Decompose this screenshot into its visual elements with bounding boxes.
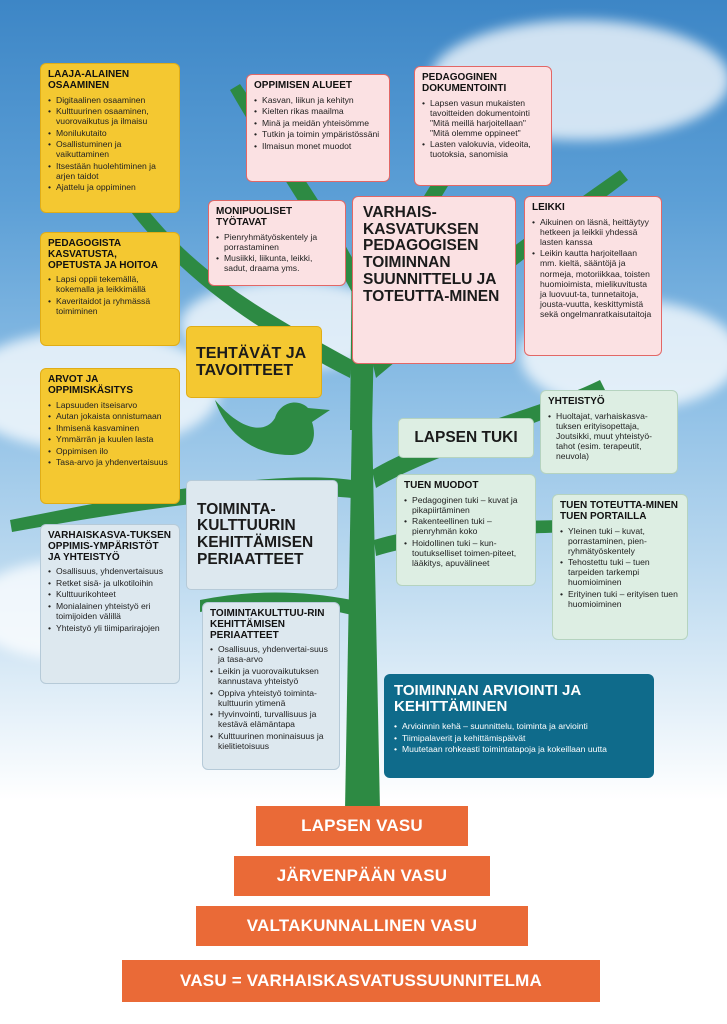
item-list [394,721,644,754]
box-tuen-muodot [396,474,536,586]
level-jarvenpaan-vasu [234,856,490,896]
item-list [48,400,172,468]
box-pedagogista-kasvatusta [40,232,180,346]
list-item: • Ajattelu ja oppiminen [48,182,172,192]
list-item: • Oppimisen ilo [48,446,172,456]
item-list [48,566,172,632]
list-item: • Kaveritaidot ja ryhmässä toimiminen [48,296,172,316]
item-list [48,274,172,316]
list-item: • Pedagoginen tuki – kuvat ja pikapiirtäminen [404,495,528,515]
box-monipuoliset-tyotavat [208,200,346,286]
box-title: ARVOT JA OPPIMISKÄSITYS [48,374,134,396]
heading-main-suunnittelu [352,196,516,364]
list-item: • Hyvinvointi, turvallisuus ja kestävä elämäntapa [210,709,332,729]
list-item: • Tasa-arvo ja yhdenvertaisuus [48,457,172,467]
list-item: • Osallisuus, yhdenvertaisuus [48,566,172,576]
list-item: • Rakenteellinen tuki – pienryhmän koko [404,516,528,536]
list-item: • Hoidollinen tuki – kun-toutukselliset toimen-piteet, lääkitys, apuvälineet [404,538,528,568]
level-label: VASU = VARHAISKASVATUSSUUNNITELMA [180,971,542,990]
box-title: MONIPUOLISET TYÖTAVAT [216,206,293,228]
list-item: • Oppiva yhteistyö toiminta-kulttuurin ytimenä [210,688,332,708]
box-tuen-portailla [552,494,688,640]
list-item: • Ymmärrän ja kuulen lasta [48,434,172,444]
item-list [548,411,670,461]
list-item: • Ilmaisun monet muodot [254,141,382,151]
item-list [216,232,338,274]
list-item: • Kulttuurinen osaaminen, vuorovaikutus ja ilmaisu [48,106,172,126]
list-item: • Ihmisenä kasvaminen [48,423,172,433]
list-item: • Lapsen vasun mukaisten tavoitteiden dokumentointi "Mitä meillä harjoitellaan" "Mitä olemme oppineet" [422,98,544,138]
box-title: TUEN TOTEUTTA-MINEN TUEN PORTAILLA [560,500,678,522]
list-item: • Kasvan, liikun ja kehityn [254,95,382,105]
list-item: • Kielten rikas maailma [254,106,382,116]
list-item: • Osallisuus, yhdenvertai-suus ja tasa-arvo [210,644,332,664]
list-item: • Muutetaan rohkeasti toimintatapoja ja kokeillaan uutta [394,744,644,754]
list-item: • Lapsi oppii tekemällä, kokemalla ja leikkimällä [48,274,172,294]
list-item: • Aikuinen on läsnä, heittäytyy hetkeen ja leikkii yhdessä lasten kanssa [532,217,654,247]
box-title: TOIMINNAN ARVIOINTI JA KEHITTÄMINEN [394,682,581,716]
heading-text: TOIMINTA-KULTTUURIN KEHITTÄMISEN PERIAATTEET [197,500,314,568]
box-toimintakulttuurin-periaatteet [202,602,340,770]
heading-text: LAPSEN TUKI [414,428,518,446]
box-title: VARHAISKASVA-TUKSEN OPPIMIS-YMPÄRISTÖT JA YHTEISTYÖ [48,530,171,563]
level-label: LAPSEN VASU [301,816,423,835]
heading-text: TEHTÄVÄT JA TAVOITTEET [196,344,306,379]
list-item: • Digitaalinen osaaminen [48,95,172,105]
box-title: OPPIMISEN ALUEET [254,80,352,91]
box-title: YHTEISTYÖ [548,396,605,407]
level-lapsen-vasu [256,806,468,846]
list-item: • Lasten valokuvia, videoita, tuotoksia, sanomisia [422,139,544,159]
level-valtakunnallinen-vasu [196,906,528,946]
list-item: • Kulttuurinen moninaisuus ja kielitietoisuus [210,731,332,751]
list-item: • Yhteistyö yli tiimiparirajojen [48,623,172,633]
box-leikki [524,196,662,356]
list-item: • Itsestään huolehtiminen ja arjen taidot [48,161,172,181]
list-item: • Tutkin ja toimin ympäristössäni [254,129,382,139]
heading-lapsen-tuki [398,418,534,458]
list-item: • Monialainen yhteistyö eri toimijoiden välillä [48,601,172,621]
list-item: • Musiikki, liikunta, leikki, sadut, draama yms. [216,253,338,273]
list-item: • Yleinen tuki – kuvat, porrastaminen, pien-ryhmätyöskentely [560,526,680,556]
level-label: VALTAKUNNALLINEN VASU [246,916,478,935]
list-item: • Leikin ja vuorovaikutuksen kannustava yhteistyö [210,666,332,686]
item-list [532,217,654,319]
list-item: • Huoltajat, varhaiskasva-tuksen erityisopettaja, Joutsikki, muut yhteistyö-tahot (esim. terapeutit, neuvola) [548,411,670,461]
list-item: • Pienryhmätyöskentely ja porrastaminen [216,232,338,252]
item-list [254,95,382,151]
heading-text: VARHAIS-KASVATUKSEN PEDAGOGISEN TOIMINNAN SUUNNITTELU JA TOTEUTTA-MINEN [363,204,500,305]
item-list [422,98,544,160]
box-title: TOIMINTAKULTTUU-RIN KEHITTÄMISEN PERIAATTEET [210,608,325,641]
list-item: • Autan jokaista onnistumaan [48,411,172,421]
list-item: • Lapsuuden itseisarvo [48,400,172,410]
box-title: PEDAGOGINEN DOKUMENTOINTI [422,72,507,94]
list-item: • Arvioinnin kehä – suunnittelu, toiminta ja arviointi [394,721,644,731]
list-item: • Retket sisä- ja ulkotiloihin [48,578,172,588]
box-oppimisymparistot [40,524,180,684]
box-oppimisen-alueet [246,74,390,182]
level-vasu-maaritelma [122,960,600,1002]
list-item: • Monilukutaito [48,128,172,138]
list-item: • Osallistuminen ja vaikuttaminen [48,139,172,159]
heading-tehtavat-ja-tavoitteet [186,326,322,398]
box-title: LEIKKI [532,202,565,213]
box-title: PEDAGOGISTA KASVATUSTA, OPETUSTA JA HOITOA [48,238,159,271]
box-pedagoginen-dokumentointi [414,66,552,186]
level-label: JÄRVENPÄÄN VASU [276,866,448,885]
list-item: • Tiimipalaverit ja kehittämispäivät [394,733,644,743]
item-list [48,95,172,193]
box-title: TUEN MUODOT [404,480,479,491]
list-item: • Erityinen tuki – erityisen tuen huomioiminen [560,589,680,609]
list-item: • Leikin kautta harjoitellaan mm. kieltä, sääntöjä ja normeja, motoriikkaa, toisten huomioimista, mielikuvitusta ja luovuut-ta, tunnetaitoja, jousta-vuutta, keskittymistä sekä ongelmanratkaisutaitoja [532,248,654,318]
list-item: • Minä ja meidän yhteisömme [254,118,382,128]
box-laaja-alainen-osaaminen [40,63,180,213]
item-list [210,644,332,750]
box-yhteistyo [540,390,678,474]
box-toiminnan-arviointi [384,674,654,778]
heading-toimintakulttuuri [186,480,338,590]
item-list [560,526,680,609]
box-arvot-ja-oppimiskasitys [40,368,180,504]
list-item: • Tehostettu tuki – tuen tarpeiden tarkempi huomioiminen [560,557,680,587]
bird-shape [215,400,330,455]
item-list [404,495,528,568]
list-item: • Kulttuurikohteet [48,589,172,599]
box-title: LAAJA-ALAINEN OSAAMINEN [48,69,130,91]
